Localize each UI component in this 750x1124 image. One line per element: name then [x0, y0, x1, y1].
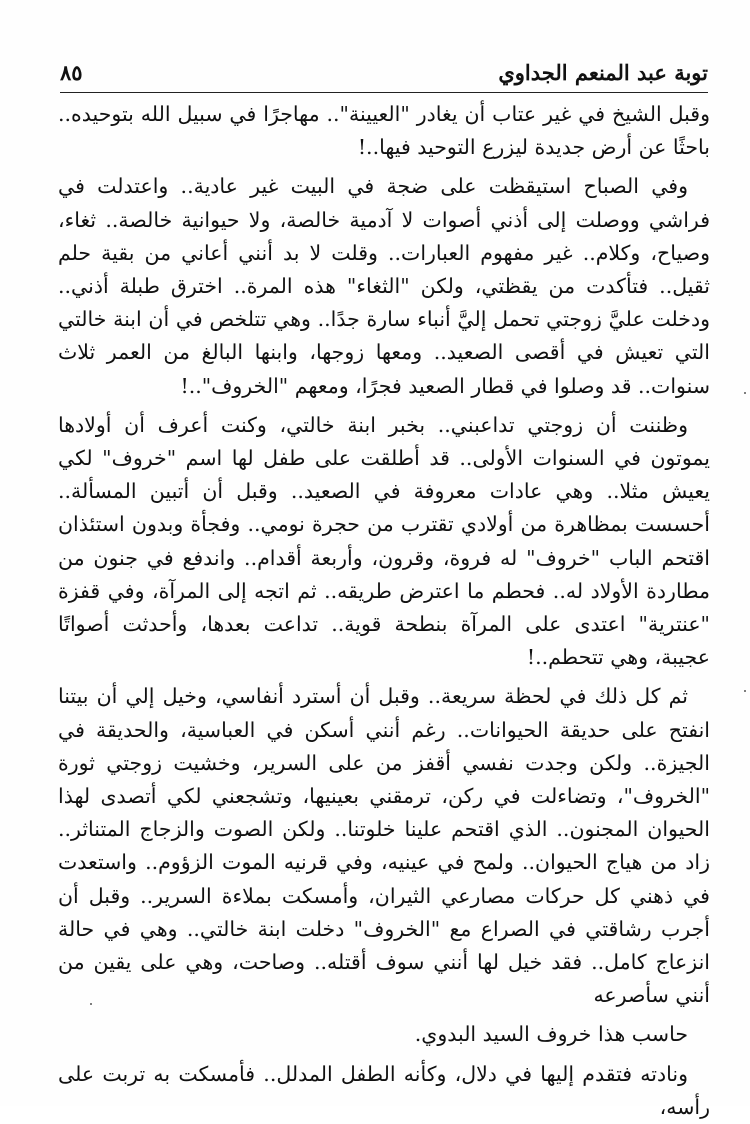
paragraph: وظننت أن زوجتي تداعبني.. بخبر ابنة خالتي، وكنت أعرف أن أولادها يموتون في السنوات الأولى.. قد أطلقت على طفل لها اسم "خروف" لكي يعيش مثلا.. وهي عادات معروفة في الصعيد.. وقبل أن أتبين المسألة.. أحسست بمظاهرة من أولادي تقترب من حجرة نومي.. وفجأة وبدون استئذان اقتحم الباب "خروف" له فروة، وقرون، وأربعة أقدام.. واندفع في جنون من مطاردة الأولاد له.. فحطم ما اعترض طريقه.. ثم اتجه إلى المرآة، وفي قفزة "عنترية" اعتدى على المرآة بنطحة قوية.. تداعت بعدها، وأحدثت أصواتًا عجيبة، وهي تتحطم..!: [58, 412, 710, 670]
paragraph: وفي الصباح استيقظت على ضجة في البيت غير عادية.. واعتدلت في فراشي ووصلت إلى أذني أصوات لا آدمية خالصة، ولا حيوانية خالصة.. ثغاء، وصياح، وكلام.. غير مفهوم العبارات.. وقلت لا بد أنني أعاني من بقية حلم ثقيل.. فتأكدت من يقظتي، ولكن "الثغاء" هذه المرة.. اخترق طبلة أذني.. ودخلت عليَّ زوجتي تحمل إليَّ أنباء سارة جدًا.. وهي تتلخص في أن ابنة خالتي التي تعيش في أقصى الصعيد.. ومعها زوجها، وابنها البالغ من العمر ثلاث سنوات.. قد وصلوا في قطار الصعيد فجرًا، ومعهم "الخروف"..!: [58, 174, 710, 398]
body-text: [58, 98, 710, 1124]
paragraph: ونادته فتقدم إليها في دلال، وكأنه الطفل المدلل.. فأمسكت به تربت على رأسه،: [58, 1061, 710, 1119]
running-title: توبة عبد المنعم الجداوي: [498, 60, 708, 85]
paragraph: ثم كل ذلك في لحظة سريعة.. وقبل أن أسترد أنفاسي، وخيل إلي أن بيتنا انفتح على حديقة الحيوانات.. رغم أنني أسكن في العباسية، والحديقة في الجيزة.. ولكن وجدت نفسي أقفز من على السرير، وخشيت زوجتي ثورة "الخروف"، وتضاءلت في ركن، ترمقني بعينيها، وتشجعني لكي أتصدى لهذا الحيوان المجنون.. الذي اقتحم علينا خلوتنا.. ولكن الصوت والزجاج المتناثر.. زاد من هياج الحيوان.. ولمح في عينيه، وفي قرنيه الموت الزؤوم.. واستعدت في ذهني كل حركات مصارعي الثيران، وأمسكت بملاءة السرير.. وقبل أن أجرب رشاقتي في الصراع مع "الخروف" دخلت ابنة خالتي.. وهي في حالة انزعاج كامل.. فقد خيل لها أنني سوف أقتله.. وصاحت، وهي على يقين من أنني سأصرعه: [58, 684, 710, 1008]
page-number: ٨٥: [60, 60, 83, 85]
scan-speck: [744, 392, 746, 394]
page-header: [60, 58, 708, 93]
scan-speck: [744, 690, 746, 692]
paragraph: وقبل الشيخ في غير عتاب أن يغادر "العيينة".. مهاجرًا في سبيل الله بتوحيده.. باحثًا عن أرض جديدة ليزرع التوحيد فيها..!: [58, 102, 710, 160]
paragraph: حاسب هذا خروف السيد البدوي.: [414, 1022, 688, 1047]
scan-speck: [90, 1003, 92, 1005]
